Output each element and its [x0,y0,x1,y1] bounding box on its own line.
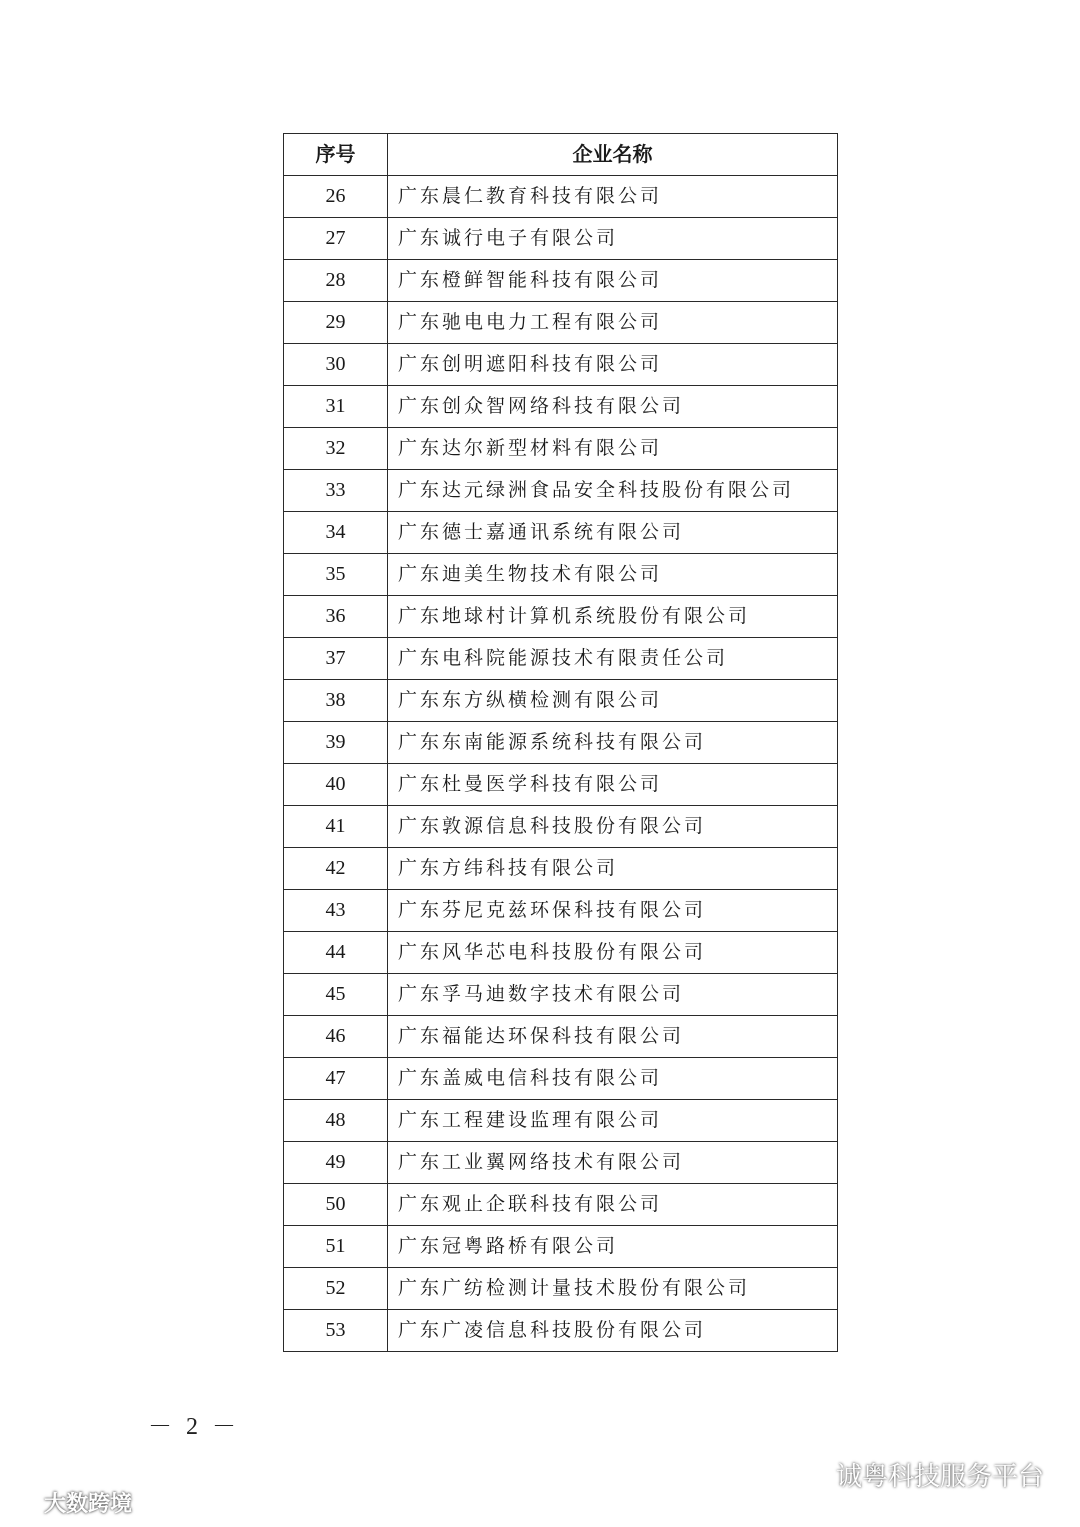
enterprise-name-cell: 广东创众智网络科技有限公司 [388,386,838,428]
serial-number-cell: 47 [284,1058,388,1100]
table-row [284,1016,838,1058]
serial-number-cell: 52 [284,1268,388,1310]
serial-number-cell: 44 [284,932,388,974]
serial-number-cell: 42 [284,848,388,890]
table-row [284,596,838,638]
page-number: － 2 － [148,1414,240,1440]
serial-number-cell: 39 [284,722,388,764]
enterprise-name-cell: 广东创明遮阳科技有限公司 [388,344,838,386]
enterprise-name-cell: 广东诚行电子有限公司 [388,218,838,260]
watermark-left-text: 大数跨境 [44,1492,133,1517]
enterprise-name-cell: 广东东方纵横检测有限公司 [388,680,838,722]
table-row [284,302,838,344]
enterprise-name-cell: 广东观止企联科技有限公司 [388,1184,838,1226]
table-row [284,764,838,806]
table-row [284,1226,838,1268]
table-row [284,554,838,596]
serial-number-cell: 32 [284,428,388,470]
serial-number-cell: 48 [284,1100,388,1142]
enterprise-name-cell: 广东冠粤路桥有限公司 [388,1226,838,1268]
enterprise-name-cell: 广东东南能源系统科技有限公司 [388,722,838,764]
table-row [284,470,838,512]
enterprise-name-cell: 广东达尔新型材料有限公司 [388,428,838,470]
enterprise-name-cell: 广东电科院能源技术有限责任公司 [388,638,838,680]
serial-number-cell: 46 [284,1016,388,1058]
serial-number-cell: 38 [284,680,388,722]
serial-number-cell: 40 [284,764,388,806]
enterprise-name-cell: 广东盖威电信科技有限公司 [388,1058,838,1100]
enterprise-name-cell: 广东广纺检测计量技术股份有限公司 [388,1268,838,1310]
enterprise-name-cell: 广东工程建设监理有限公司 [388,1100,838,1142]
wechat-icon [788,1459,826,1491]
header-enterprise-name: 企业名称 [388,134,838,176]
table-row [284,722,838,764]
serial-number-cell: 45 [284,974,388,1016]
enterprise-name-cell: 广东工业翼网络技术有限公司 [388,1142,838,1184]
serial-number-cell: 30 [284,344,388,386]
enterprise-name-cell: 广东风华芯电科技股份有限公司 [388,932,838,974]
serial-number-cell: 50 [284,1184,388,1226]
table-row [284,638,838,680]
serial-number-cell: 43 [284,890,388,932]
enterprise-name-cell: 广东德士嘉通讯系统有限公司 [388,512,838,554]
enterprise-name-cell: 广东方纬科技有限公司 [388,848,838,890]
serial-number-cell: 35 [284,554,388,596]
serial-number-cell: 28 [284,260,388,302]
table-row [284,176,838,218]
weibo-icon [8,1491,38,1515]
serial-number-cell: 33 [284,470,388,512]
table-row [284,890,838,932]
serial-number-cell: 34 [284,512,388,554]
table-row [284,848,838,890]
watermark-right-text: 诚粤科技服务平台 [835,1462,1044,1492]
watermark-left [8,1487,132,1518]
enterprise-name-cell: 广东福能达环保科技有限公司 [388,1016,838,1058]
table-header-row [284,134,838,176]
serial-number-cell: 27 [284,218,388,260]
table-row [284,260,838,302]
header-serial-number: 序号 [284,134,388,176]
table-row [284,680,838,722]
serial-number-cell: 36 [284,596,388,638]
serial-number-cell: 41 [284,806,388,848]
serial-number-cell: 37 [284,638,388,680]
table-row [284,1184,838,1226]
table-row [284,1058,838,1100]
table-row [284,806,838,848]
serial-number-cell: 29 [284,302,388,344]
table-row [284,428,838,470]
table-row [284,386,838,428]
table-row [284,932,838,974]
enterprise-name-cell: 广东达元绿洲食品安全科技股份有限公司 [388,470,838,512]
serial-number-cell: 31 [284,386,388,428]
table-row [284,344,838,386]
enterprise-name-cell: 广东杜曼医学科技有限公司 [388,764,838,806]
table-row [284,512,838,554]
enterprise-name-cell: 广东地球村计算机系统股份有限公司 [388,596,838,638]
watermark-right [788,1456,1044,1493]
enterprise-table [283,133,838,1352]
table-row [284,218,838,260]
table-row [284,1100,838,1142]
serial-number-cell: 51 [284,1226,388,1268]
enterprise-name-cell: 广东芬尼克兹环保科技有限公司 [388,890,838,932]
serial-number-cell: 49 [284,1142,388,1184]
enterprise-name-cell: 广东晨仁教育科技有限公司 [388,176,838,218]
serial-number-cell: 26 [284,176,388,218]
enterprise-name-cell: 广东广凌信息科技股份有限公司 [388,1310,838,1352]
table-body [284,176,838,1352]
table-row [284,1268,838,1310]
table-row [284,974,838,1016]
table-row [284,1310,838,1352]
table-row [284,1142,838,1184]
enterprise-name-cell: 广东迪美生物技术有限公司 [388,554,838,596]
serial-number-cell: 53 [284,1310,388,1352]
enterprise-name-cell: 广东敦源信息科技股份有限公司 [388,806,838,848]
enterprise-name-cell: 广东橙鲜智能科技有限公司 [388,260,838,302]
enterprise-name-cell: 广东驰电电力工程有限公司 [388,302,838,344]
enterprise-name-cell: 广东孚马迪数字技术有限公司 [388,974,838,1016]
